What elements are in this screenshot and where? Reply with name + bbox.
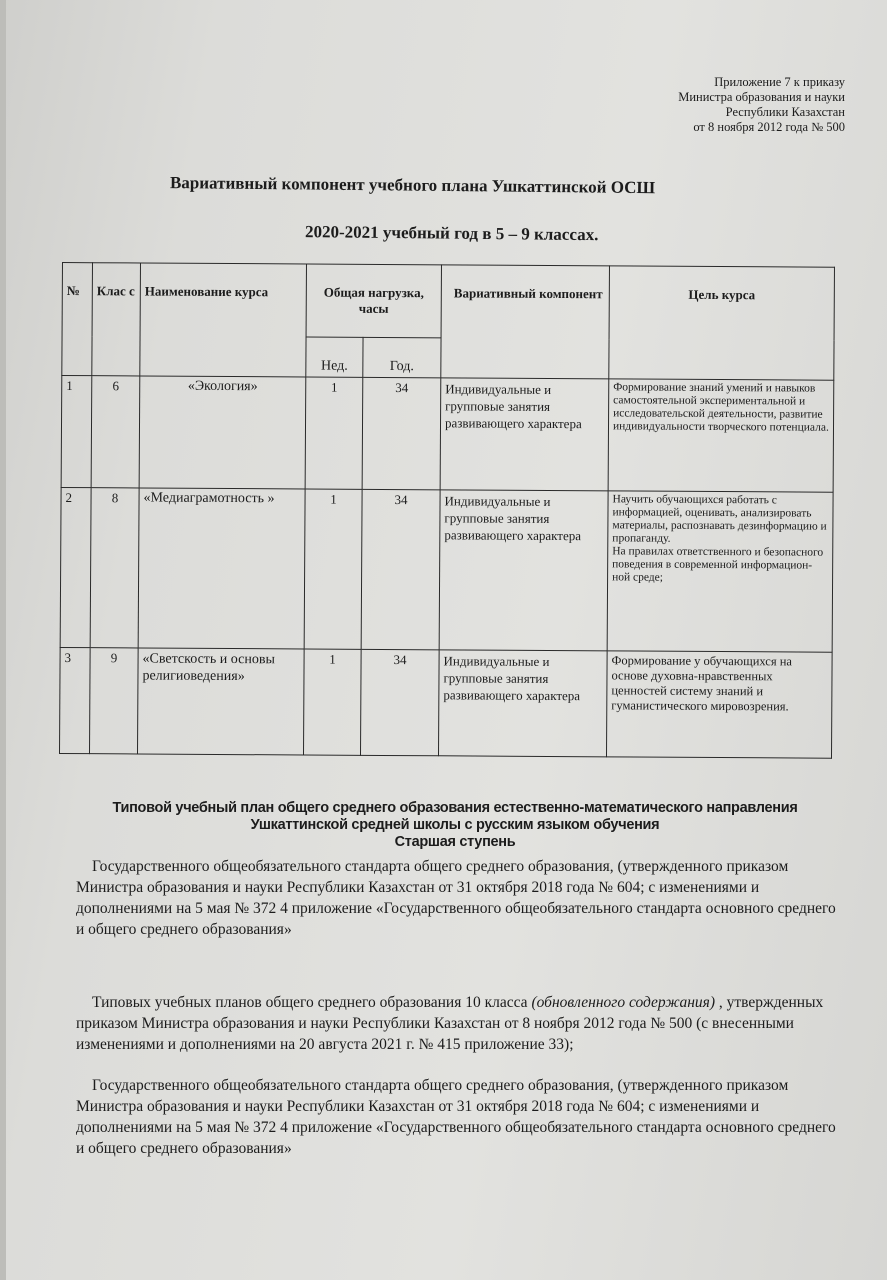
header-variative: Вариативный компонент [441,265,610,379]
header-num: № [62,263,93,376]
paragraph-text-italic: (обновленного содержания) [531,994,716,1011]
goal-text-continued: На правилах ответственного и безопасного поведения в современной информацион-ной среде; [612,545,824,584]
paragraph-standard-2 [76,1075,846,1159]
cell-variative: Индивидуальные и групповые занятия развивающего характера [438,650,607,757]
cell-course: «Экология» [139,376,306,489]
header-year: Год. [363,337,441,377]
cell-week: 1 [304,489,362,649]
cell-week: 1 [303,649,361,755]
annex-line: Республики Казахстан [725,105,845,119]
cell-goal [607,491,833,652]
goal-text: Научить обучающихся работать с информацией, оценивать, анализировать материалы, распознавать дезинформацию и пропаганду. [612,493,827,545]
section-line: Типовой учебный план общего среднего образования естественно-математического направления [112,800,798,816]
cell-variative: Индивидуальные и групповые занятия развивающего характера [439,490,608,651]
cell-course: «Медиаграмотность » [138,488,305,649]
cell-course: «Светскость и основы религиоведения» [137,648,304,755]
annex-line: Приложение 7 к приказу [714,75,845,89]
cell-goal: Формирование знаний умений и навыков самостоятельной экспериментальной и исследовательской деятельности, развитие индивидуальности творческого потенциала. [608,379,834,492]
cell-num: 1 [61,376,92,488]
cell-num: 2 [60,487,91,647]
paragraph-text: Государственного общеобязательного стандарта общего среднего образования, (утвержденного приказом Министра образования и науки Республики Казахстан от 31 октября 2018 года № 604; с изменениями и дополнениями на 5 мая № 372 4 приложение «Государственного общеобязательного стандарта основного среднего и общего среднего образования» [76,1077,836,1157]
annex-line: от 8 ноября 2012 года № 500 [693,120,845,134]
table-row [60,487,833,652]
header-course: Наименование курса [140,263,307,377]
variative-component-table [59,262,835,759]
cell-class: 6 [91,376,140,488]
header-class: Клас с [92,263,141,376]
cell-num: 3 [59,647,90,753]
cell-goal: Формирование у обучающихся на основе духовна-нравственных ценностей систему знаний и гуманистического мировозрения. [606,651,832,758]
cell-class: 9 [89,648,138,754]
page-edge [0,0,6,1280]
document-title: Вариативный компонент учебного плана Ушкаттинской ОСШ [169,173,656,198]
paragraph-text: Государственного общеобязательного стандарта общего среднего образования, (утвержденного приказом Министра образования и науки Республики Казахстан от 31 октября 2018 года № 604; с изменениями и дополнениями на 5 мая № 372 4 приложение «Государственного общеобязательного стандарта основного среднего и общего среднего образования» [76,858,836,938]
header-load: Общая нагрузка, часы [306,264,441,338]
cell-year: 34 [362,377,441,489]
paragraph-text-end: , утвержденных приказом Министра образования и науки Республики Казахстан от 8 ноября 2012 года № 500 (с внесенными изменениями и дополнениями на 20 августа 2021 г. № 415 приложение 33); [76,994,824,1053]
cell-week: 1 [305,377,363,489]
paragraph-standard-1 [76,856,846,940]
section-line: Старшая ступень [394,834,516,850]
table-header-row [62,263,834,341]
annex-note [585,75,845,135]
section-heading [70,800,840,851]
cell-year: 34 [360,649,439,755]
table-row [61,376,834,493]
table-row [59,647,832,758]
section-line: Ушкаттинской средней школы с русским языком обучения [250,817,660,833]
cell-year: 34 [361,489,440,649]
header-week: Нед. [306,337,363,377]
annex-line: Министра образования и науки [678,90,845,104]
paragraph-text-start: Типовых учебных планов общего среднего образования 10 класса [92,994,532,1011]
cell-class: 8 [90,488,139,648]
cell-variative: Индивидуальные и групповые занятия развивающего характера [440,378,609,491]
document-subtitle: 2020-2021 учебный год в 5 – 9 классах. [304,222,599,245]
header-goal: Цель курса [609,266,835,380]
paragraph-typical-plans [76,992,846,1055]
